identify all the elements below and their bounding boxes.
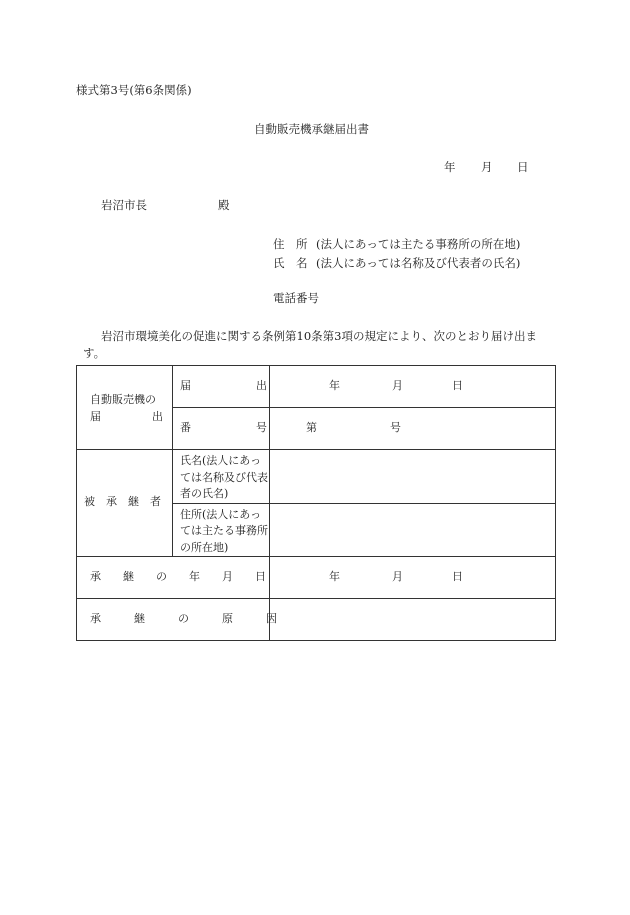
- succession-day: 日: [452, 570, 463, 583]
- succession-reason-value-cell[interactable]: [270, 599, 556, 641]
- number-suffix: 号: [390, 421, 401, 434]
- predecessor-name-value-cell[interactable]: [270, 450, 556, 504]
- succession-date-label: 承 継 の 年 月 日: [90, 570, 266, 583]
- body-text-line1: 岩沼市環境美化の促進に関する条例第10条第3項の規定により、次のとおり届け出ま: [101, 329, 537, 343]
- body-text-line2: す。: [83, 346, 106, 360]
- applicant-name-label: 氏 名: [273, 256, 308, 270]
- notification-label-a: 届: [180, 379, 191, 392]
- applicant-address-note: (法人にあっては主たる事務所の所在地): [316, 237, 521, 251]
- applicant-name-note: (法人にあっては名称及び代表者の氏名): [316, 256, 521, 270]
- number-prefix: 第: [306, 421, 317, 434]
- succession-reason-label: 承 継 の 原 因: [90, 612, 277, 625]
- number-label-a: 番: [180, 421, 191, 434]
- vending-header-line1: 自動販売機の: [90, 392, 156, 406]
- document-title: 自動販売機承継届出書: [254, 122, 369, 136]
- date-month-label: 月: [481, 160, 493, 174]
- predecessor-address-label-cell: [173, 503, 270, 557]
- predecessor-name-label-cell: [173, 450, 270, 504]
- notification-day: 日: [452, 379, 463, 392]
- succession-form-table: [76, 365, 556, 641]
- vending-header-line2a: 届: [90, 409, 101, 423]
- notification-month: 月: [392, 379, 403, 392]
- succession-month: 月: [392, 570, 403, 583]
- table-row-succession-reason: [77, 599, 556, 641]
- succession-date-label-cell: [77, 557, 270, 599]
- number-label-cell: [173, 408, 270, 450]
- table-row-succession-date: [77, 557, 556, 599]
- notification-year: 年: [329, 379, 340, 392]
- applicant-phone-label: 電話番号: [273, 291, 319, 305]
- notification-label-b: 出: [256, 379, 267, 392]
- succession-reason-label-cell: [77, 599, 277, 641]
- date-year-label: 年: [444, 160, 456, 174]
- notification-label-cell: [173, 366, 270, 408]
- addressee-name: 岩沼市長: [101, 198, 147, 212]
- number-value-cell[interactable]: [270, 408, 556, 450]
- notification-date-cell[interactable]: [270, 366, 556, 408]
- vending-machine-header-cell: [77, 366, 173, 450]
- vending-header-line2b: 出: [152, 409, 163, 423]
- table-row-predecessor-name: [77, 450, 556, 504]
- addressee-honorific: 殿: [218, 198, 230, 212]
- predecessor-label: 被 承 継 者: [84, 495, 161, 508]
- table-row-notification: [77, 366, 556, 408]
- predecessor-header-cell: [77, 450, 173, 557]
- form-number: 様式第3号(第6条関係): [76, 83, 192, 97]
- predecessor-address-label: 住所(法人にあっては主たる事務所の所在地): [180, 507, 268, 554]
- succession-date-value-cell[interactable]: [270, 557, 556, 599]
- date-day-label: 日: [517, 160, 529, 174]
- applicant-address-label: 住 所: [273, 237, 308, 251]
- predecessor-address-value-cell[interactable]: [270, 503, 556, 557]
- succession-year: 年: [329, 570, 340, 583]
- predecessor-name-label: 氏名(法人にあっては名称及び代表者の氏名): [180, 454, 268, 500]
- number-label-b: 号: [256, 421, 267, 434]
